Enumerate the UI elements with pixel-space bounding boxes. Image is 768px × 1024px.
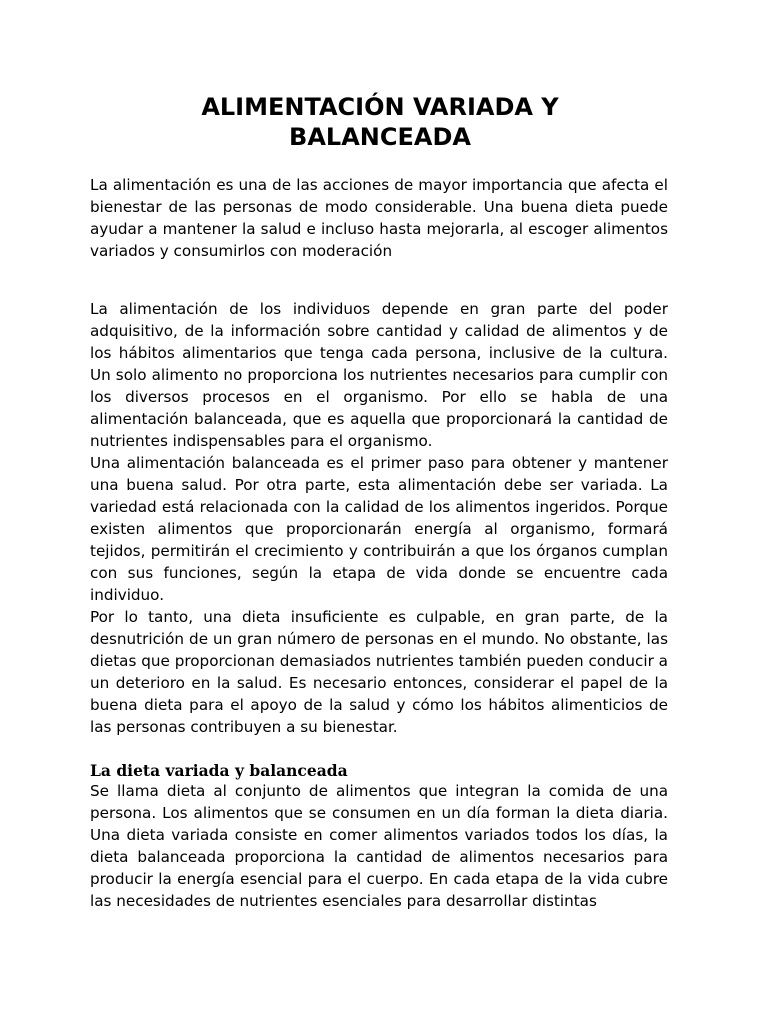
section-paragraph: Se llama dieta al conjunto de alimentos que integran la comida de una persona. Los alimentos que se consumen en un día forman la dieta diaria. Una dieta variada consiste en comer alimentos variados todos los días, la dieta balanceada proporciona la cantidad de alimentos necesarios para producir la energía esencial para el cuerpo. En cada etapa de la vida cubre las necesidades de nutrientes esenciales para desarrollar distintas bbox=[90, 782, 668, 910]
body-paragraph: Una alimentación balanceada es el primer paso para obtener y mantener una buena salud. Por otra parte, esta alimentación debe ser variada. La variedad está relacionada con la calidad de los alimentos ingeridos. Porque existen alimentos que proporcionarán energía al organismo, formará tejidos, permitirán el crecimiento y contribuirán a que los órganos cumplan con sus funciones, según la etapa de vida donde se encuentre cada individuo. bbox=[90, 454, 668, 604]
body-paragraph: Por lo tanto, una dieta insuficiente es culpable, en gran parte, de la desnutrición de un gran número de personas en el mundo. No obstante, las dietas que proporcionan demasiados nutrientes también pueden conducir a un deterioro en la salud. Es necesario entonces, considerar el papel de la buena dieta para el apoyo de la salud y cómo los hábitos alimenticios de las personas contribuyen a su bienestar. bbox=[90, 608, 668, 736]
title-line-2: BALANCEADA bbox=[289, 123, 471, 151]
body-paragraph: La alimentación de los individuos depende en gran parte del poder adquisitivo, de la información sobre cantidad y calidad de alimentos y de los hábitos alimentarios que tenga cada persona, inclusive de la cultura. Un solo alimento no proporciona los nutrientes necesarios para cumplir con los diversos procesos en el organismo. Por ello se habla de una alimentación balanceada, que es aquella que proporcionará la cantidad de nutrientes indispensables para el organismo. bbox=[90, 300, 668, 450]
section-heading: La dieta variada y balanceada bbox=[90, 761, 348, 780]
document-title bbox=[90, 92, 670, 152]
body-section bbox=[90, 298, 668, 738]
title-line-1: ALIMENTACIÓN VARIADA Y bbox=[201, 93, 559, 121]
intro-paragraph: La alimentación es una de las acciones de mayor importancia que afecta el bienestar de las personas de modo considerable. Una buena dieta puede ayudar a mantener la salud e incluso hasta mejorarla, al escoger alimentos variados y consumirlos con moderación bbox=[90, 176, 668, 260]
